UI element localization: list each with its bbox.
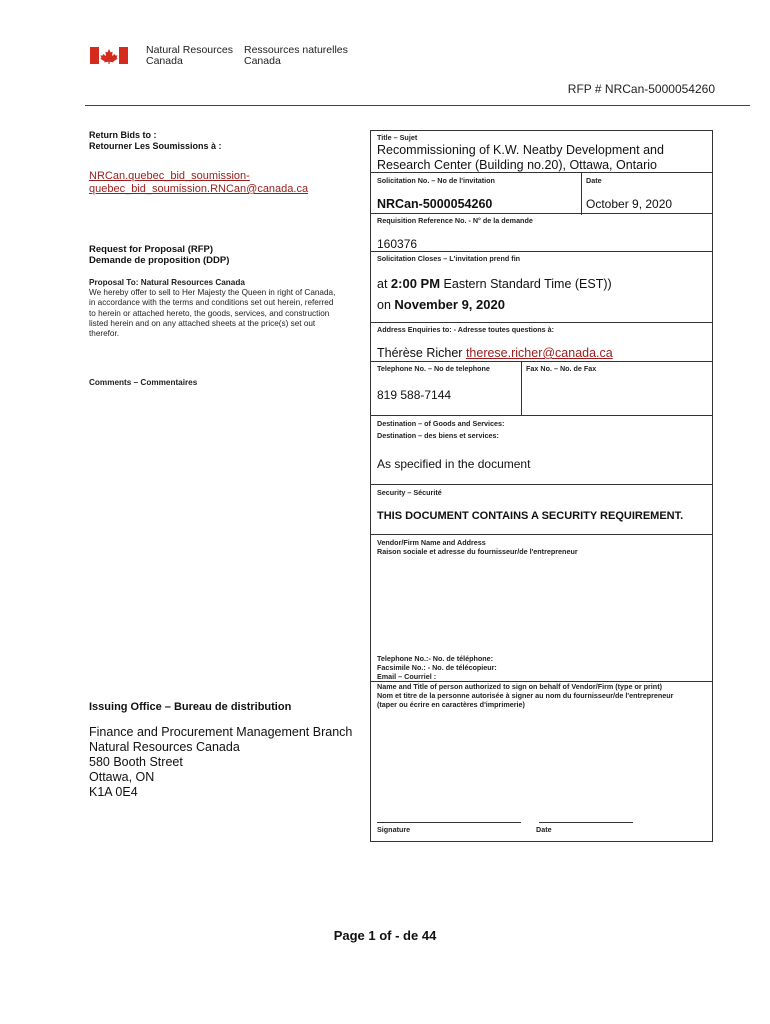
row-divider [371,361,712,362]
proposal-statement [89,278,361,339]
vendor-email-caption: Email – Courriel : [377,672,437,681]
return-bids-en: Return Bids to : [89,130,157,140]
security-caption: Security – Sécurité [377,488,442,497]
row-divider [371,322,712,323]
col-divider [581,172,582,215]
security-value: THIS DOCUMENT CONTAINS A SECURITY REQUIREMENT. [377,510,684,522]
row-divider [371,213,712,214]
telephone-number: 819 588-7144 [377,388,452,402]
solicitation-date: October 9, 2020 [586,197,673,211]
address-line: K1A 0E4 [89,785,138,799]
closes-on: on [377,298,391,312]
signature-date-line [539,822,633,823]
title-caption: Title – Sujet [377,133,418,142]
destination-caption-en: Destination – of Goods and Services: [377,419,505,428]
closes-caption: Solicitation Closes – L'invitation prend fin [377,254,521,263]
name-title-caption-1: Name and Title of person authorized to sign on behalf of Vendor/Firm (type or print) [377,682,662,691]
vendor-caption-fr: Raison sociale et adresse du fournisseur/de l'entrepreneur [377,547,578,556]
address-line: Finance and Procurement Management Branch [89,725,353,739]
fax-caption: Fax No. – No. de Fax [526,364,597,373]
rfp-fr: Demande de proposition (DDP) [89,255,230,266]
email-line1[interactable]: NRCan.quebec_bid_soumission- [89,170,250,182]
row-divider [371,534,712,535]
email-line2[interactable]: quebec_bid_soumission.RNCan@canada.ca [89,183,309,195]
comments-label: Comments – Commentaires [89,378,198,387]
page-number: Page 1 of - de 44 [333,928,437,943]
rfp-type-label [89,244,229,266]
row-divider [371,484,712,485]
row-divider [371,251,712,252]
contact-name: Thérèse Richer [377,346,463,360]
canada-flag-logo [90,47,128,64]
title-line1: Recommissioning of K.W. Neatby Development and [377,143,664,157]
title-line2: Research Center (Building no.20), Ottawa, Ontario [377,158,657,172]
proposal-line: in accordance with the terms and conditions set out herein, referred [89,298,334,308]
destination-caption-fr: Destination – des biens et services: [377,431,499,440]
signature-caption: Signature [377,825,411,834]
closes-time-line [377,276,612,292]
dept-fr-line2: Canada [244,55,281,67]
address-line: Ottawa, ON [89,770,155,784]
enquiries-caption: Address Enquiries to: - Adresse toutes questions à: [377,325,555,334]
vendor-telephone-caption: Telephone No.:- No. de téléphone: [377,654,494,663]
proposal-to: Proposal To: Natural Resources Canada [89,278,245,287]
row-divider [371,415,712,416]
signature-line [377,822,521,823]
col-divider [521,361,522,415]
destination-value: As specified in the document [377,457,531,471]
date-caption: Date [586,176,602,185]
header-divider [85,105,750,106]
solicitation-form-box [370,130,713,842]
proposal-line: listed herein and on any attached sheets at the price(s) set out [89,318,316,328]
closes-at: at [377,277,388,291]
proposal-line: to herein or attached hereto, the goods, services, and construction [89,308,330,318]
signature-date-caption: Date [536,825,552,834]
closes-date: November 9, 2020 [394,297,505,312]
return-bids-fr: Retourner Les Soumissions à : [89,141,222,151]
telephone-caption: Telephone No. – No de telephone [377,364,490,373]
return-bids-email-link[interactable] [89,170,308,196]
closes-date-line [377,297,505,313]
issuing-office-address [89,725,352,800]
department-name-en [146,45,233,67]
proposal-line: We hereby offer to sell to Her Majesty the Queen in right of Canada, [89,288,336,298]
department-name-fr [244,45,348,67]
address-line: 580 Booth Street [89,755,183,769]
row-divider [371,172,712,173]
requisition-caption: Requisition Reference No. - N° de la demande [377,216,533,225]
address-line: Natural Resources Canada [89,740,240,754]
solicitation-caption: Solicitation No. – No de l'invitation [377,176,495,185]
return-bids-label [89,130,222,152]
vendor-fax-caption: Facsimile No.: - No. de télécopieur: [377,663,497,672]
name-title-caption-3: (taper ou écrire en caractères d'imprimerie) [377,700,525,709]
proposal-line: therefor. [89,329,120,339]
dept-fr-line1: Ressources naturelles [244,44,348,56]
dept-en-line1: Natural Resources [146,44,233,56]
contact-email-link[interactable]: therese.richer@canada.ca [465,346,613,360]
rfp-en: Request for Proposal (RFP) [89,244,214,255]
requisition-number: 160376 [377,237,418,251]
closes-time: 2:00 PM [390,276,441,291]
dept-en-line2: Canada [146,55,183,67]
solicitation-number: NRCan-5000054260 [377,197,493,211]
name-title-caption-2: Nom et titre de la personne autorisée à signer au nom du fournisseur/de l'entrepreneur [377,691,674,700]
issuing-office-label: Issuing Office – Bureau de distribution [89,701,292,713]
rfp-number-header: RFP # NRCan-5000054260 [567,82,715,96]
closes-timezone: Eastern Standard Time (EST)) [443,277,612,291]
vendor-caption-en: Vendor/Firm Name and Address [377,538,486,547]
contact-line [377,346,613,361]
